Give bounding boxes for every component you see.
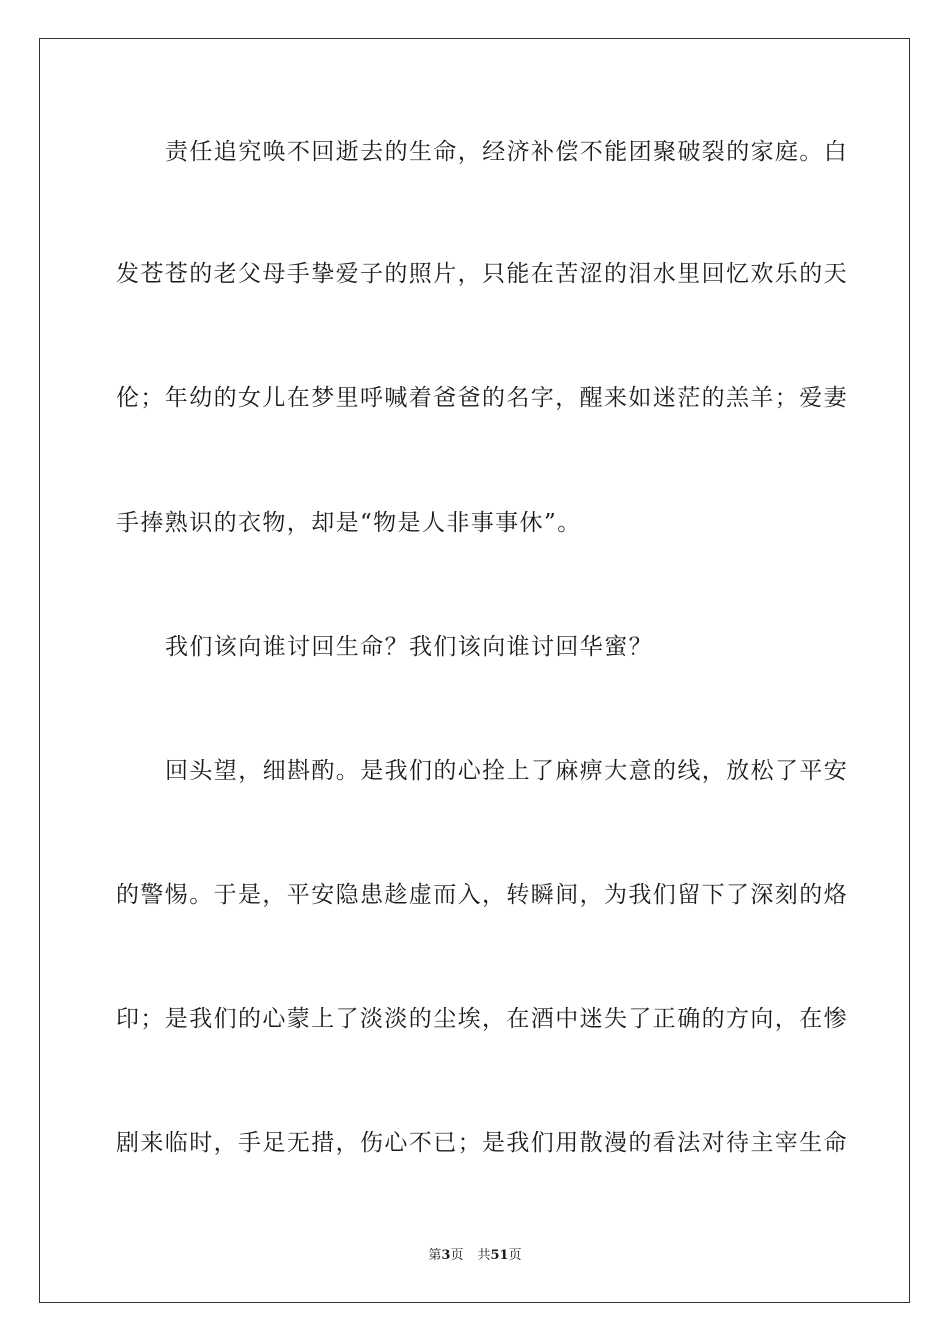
page-footer (0, 1247, 950, 1265)
total-suffix: 页 (508, 1248, 522, 1263)
paragraph-line: 我们该向谁讨回生命？我们该向谁讨回华蜜？ (165, 634, 653, 660)
paragraph-line: 的警惕。于是，平安隐患趁虚而入，转瞬间，为我们留下了深刻的烙 (116, 882, 848, 908)
total-pages: 51 (490, 1248, 509, 1263)
page-number: 3 (441, 1248, 451, 1263)
total-prefix: 共 (477, 1248, 491, 1263)
paragraph-line: 责任追究唤不回逝去的生命，经济补偿不能团聚破裂的家庭。白 (165, 139, 849, 165)
paragraph-line: 伦；年幼的女儿在梦里呼喊着爸爸的名字，醒来如迷茫的羔羊；爱妻 (116, 385, 848, 411)
paragraph-line: 发苍苍的老父母手挚爱子的照片，只能在苦涩的泪水里回忆欢乐的天 (116, 261, 848, 287)
paragraph-line: 手捧熟识的衣物，却是“物是人非事事休”。 (116, 510, 582, 536)
paragraph-line: 回头望，细斟酌。是我们的心拴上了麻痹大意的线，放松了平安 (165, 758, 849, 784)
page-prefix: 第 (428, 1248, 442, 1263)
page-suffix: 页 (450, 1248, 464, 1263)
paragraph-line: 剧来临时，手足无措，伤心不已；是我们用散漫的看法对待主宰生命 (116, 1130, 848, 1156)
paragraph-line: 印；是我们的心蒙上了淡淡的尘埃，在酒中迷失了正确的方向，在惨 (116, 1006, 848, 1032)
page-border (39, 38, 910, 1303)
